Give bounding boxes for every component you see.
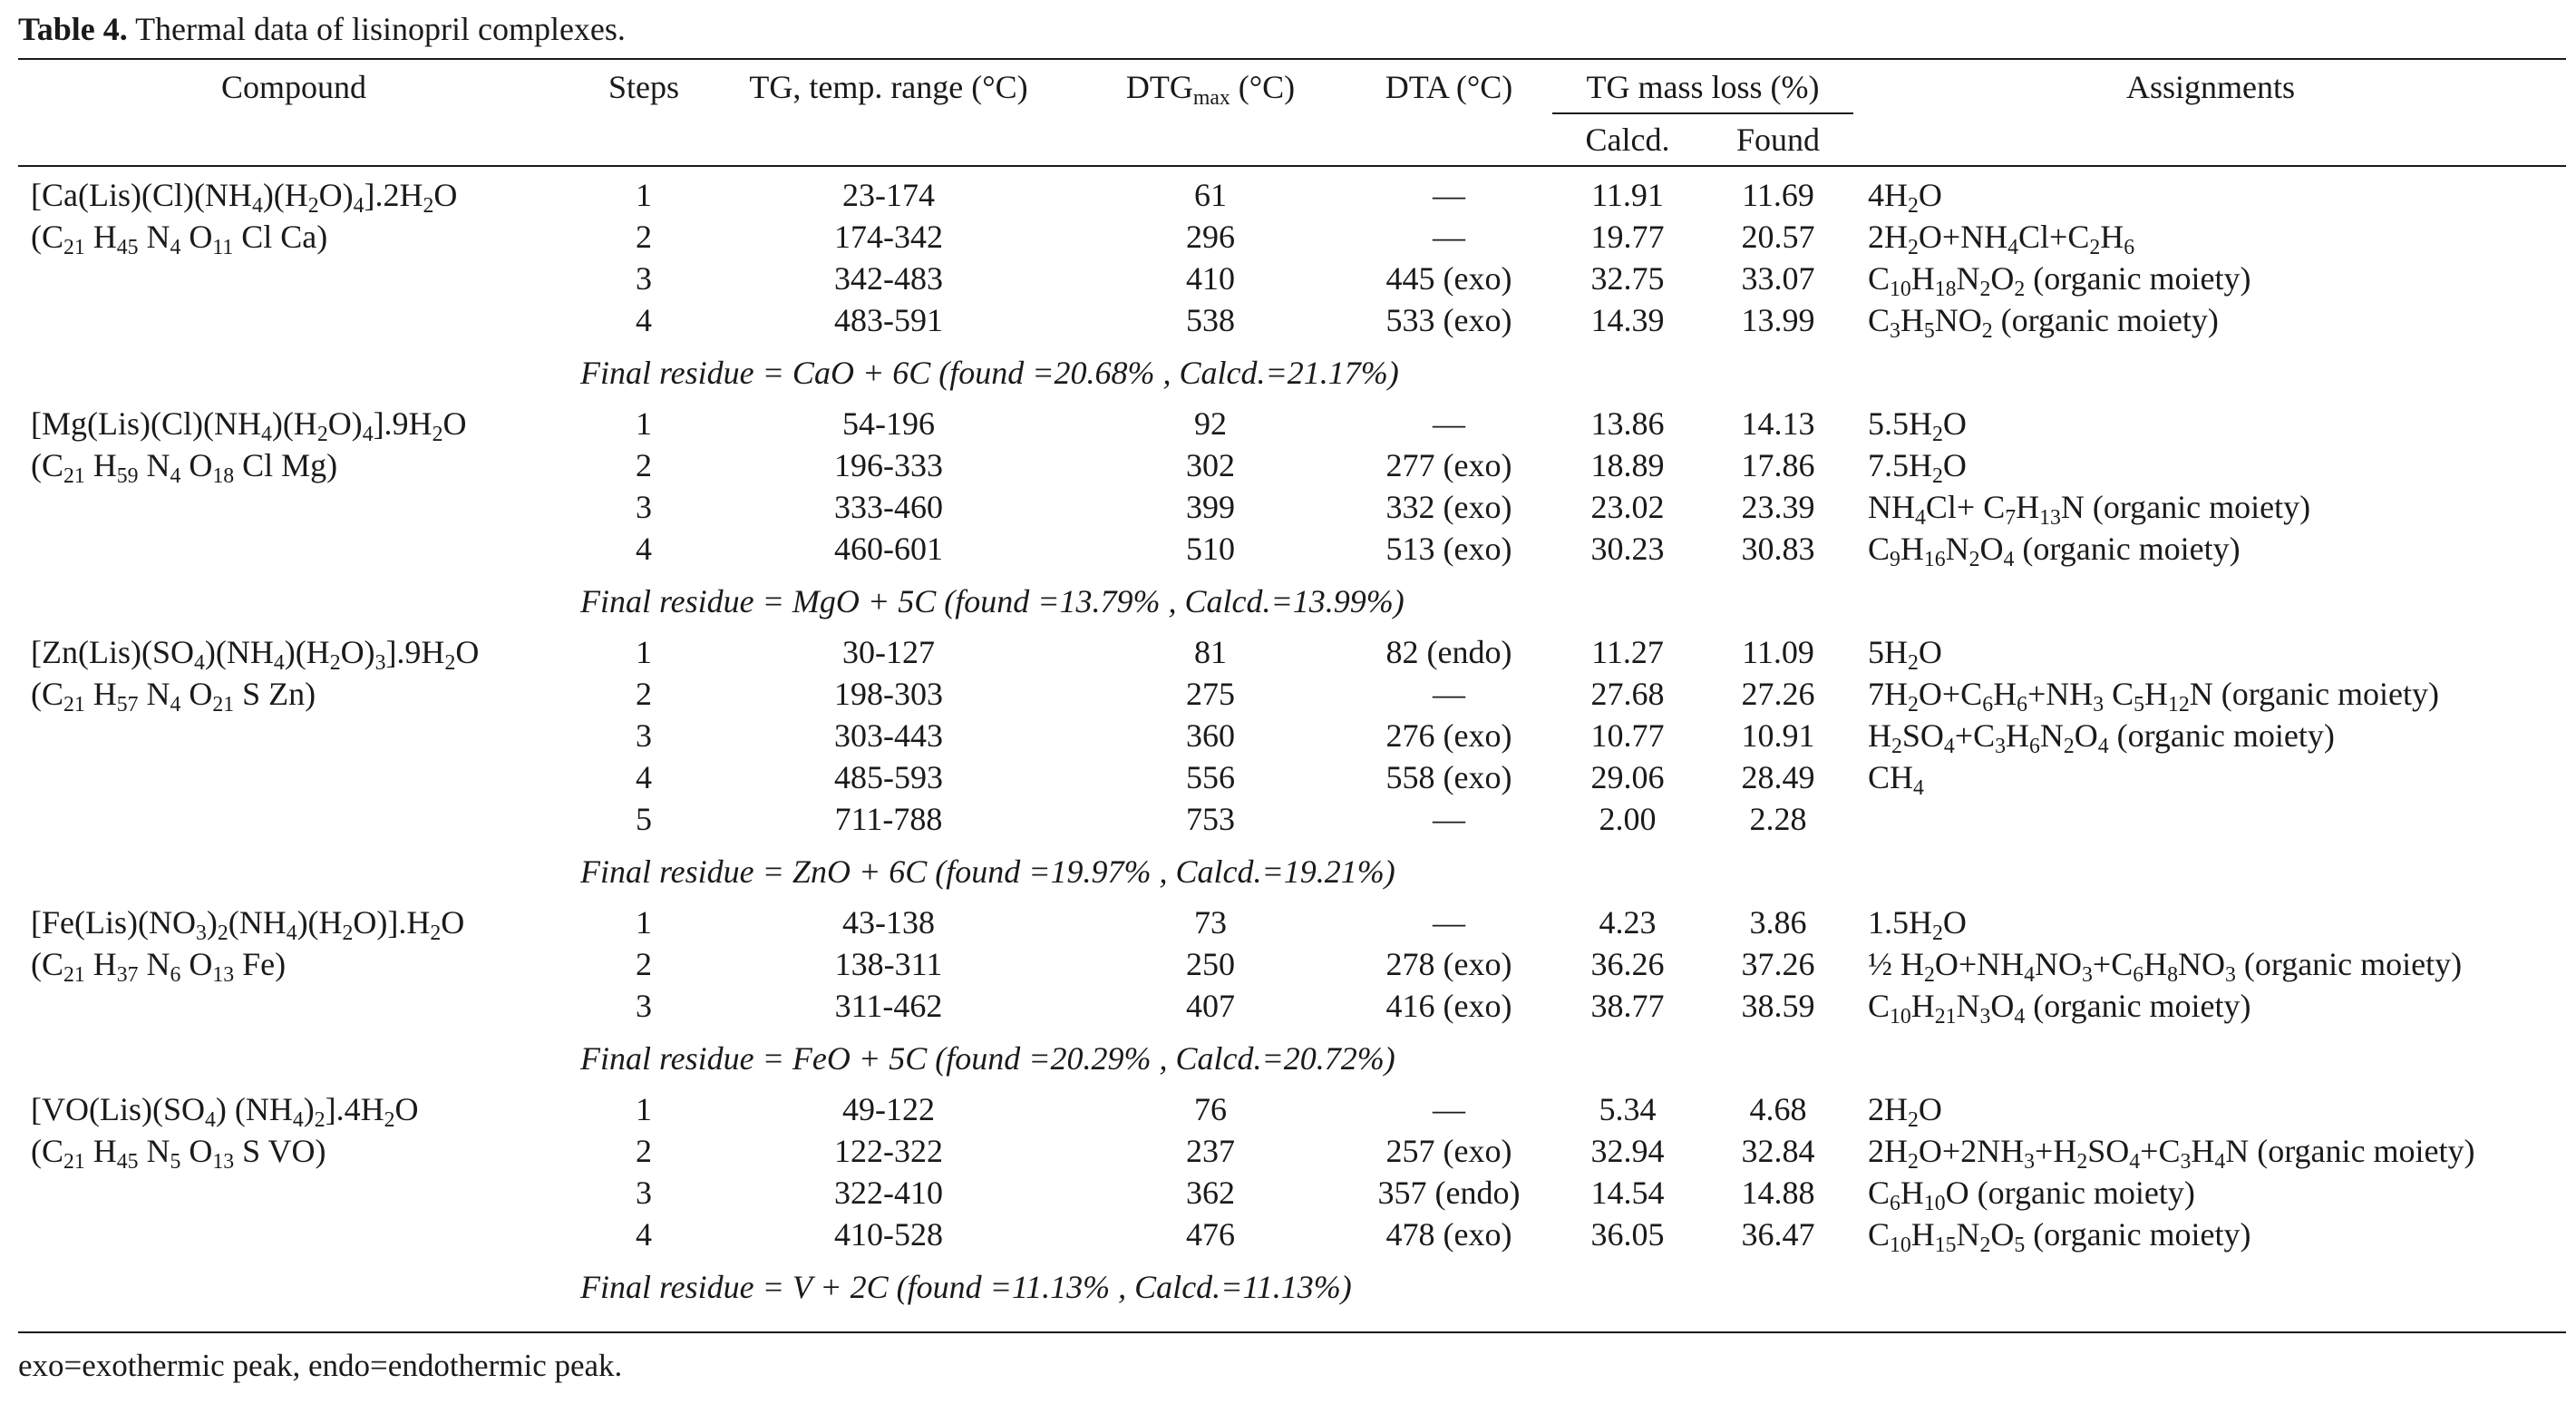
- cell-found: 27.26: [1741, 676, 1815, 712]
- cell-dta: 278 (exo): [1385, 946, 1512, 982]
- cell-found: 14.88: [1741, 1175, 1815, 1211]
- table-row: [0, 902, 2576, 943]
- cell-dta: 257 (exo): [1385, 1133, 1512, 1169]
- top-rule: [18, 58, 2566, 60]
- cell-dtg-max: 275: [1186, 676, 1235, 712]
- cell-found: 13.99: [1741, 302, 1815, 338]
- final-residue: Final residue = MgO + 5C (found =13.79% , Calcd.=13.99%): [580, 583, 1405, 619]
- mass-loss-rule: [1552, 112, 1853, 114]
- cell-assignment: $2H_2O$: [1868, 1091, 1942, 1132]
- cell-found: 20.57: [1741, 219, 1815, 255]
- cell-dtg-max: 81: [1194, 634, 1227, 670]
- cell-dtg-max: 476: [1186, 1216, 1235, 1253]
- cell-step: 4: [636, 759, 652, 795]
- cell-assignment: $C_{10}H_{15}N_2O_5$ (organic moiety): [1868, 1216, 2251, 1257]
- cell-temp-range: 342-483: [834, 260, 943, 297]
- table-row: [0, 798, 2576, 840]
- cell-temp-range: 122-322: [834, 1133, 943, 1169]
- cell-calcd: 18.89: [1590, 447, 1665, 483]
- cell-assignment: $1.5H_2O$: [1868, 904, 1967, 945]
- cell-step: 3: [636, 988, 652, 1024]
- header-found: Found: [1735, 122, 1821, 158]
- table-row: [0, 174, 2576, 216]
- cell-dtg-max: 410: [1186, 260, 1235, 297]
- cell-assignment: $5H_2O$: [1868, 634, 1942, 675]
- cell-temp-range: 198-303: [834, 676, 943, 712]
- table-title: Thermal data of lisinopril complexes.: [127, 11, 626, 47]
- cell-calcd: 13.86: [1590, 405, 1665, 442]
- cell-found: 23.39: [1741, 489, 1815, 525]
- cell-dta: —: [1433, 676, 1465, 712]
- cell-assignment: $H_2SO_4+C_3H_6N_2O_4$ (organic moiety): [1868, 717, 2335, 758]
- cell-dta: 513 (exo): [1385, 531, 1512, 567]
- cell-assignment: $4H_2O$: [1868, 177, 1942, 218]
- table-row: [0, 756, 2576, 798]
- compound-formula: ($C_{21}$ $H_{45}$ $N_4$ $O_{11}$ Cl Ca): [31, 219, 328, 259]
- cell-temp-range: 460-601: [834, 531, 943, 567]
- cell-dta: 533 (exo): [1385, 302, 1512, 338]
- cell-step: 2: [636, 219, 652, 255]
- cell-calcd: 4.23: [1599, 904, 1657, 941]
- cell-found: 11.69: [1742, 177, 1814, 213]
- cell-found: 28.49: [1741, 759, 1815, 795]
- header-calcd: Calcd.: [1585, 122, 1670, 158]
- table-row: [0, 1172, 2576, 1214]
- cell-dta: 445 (exo): [1385, 260, 1512, 297]
- cell-found: 3.86: [1749, 904, 1807, 941]
- header-rule: [18, 165, 2566, 167]
- cell-dta: 276 (exo): [1385, 717, 1512, 754]
- cell-dtg-max: 753: [1186, 801, 1235, 837]
- cell-found: 11.09: [1742, 634, 1814, 670]
- cell-calcd: 14.39: [1590, 302, 1665, 338]
- cell-dtg-max: 76: [1194, 1091, 1227, 1127]
- cell-dtg-max: 92: [1194, 405, 1227, 442]
- cell-found: 37.26: [1741, 946, 1815, 982]
- cell-step: 2: [636, 447, 652, 483]
- cell-dtg-max: 556: [1186, 759, 1235, 795]
- cell-found: 32.84: [1741, 1133, 1815, 1169]
- cell-temp-range: 322-410: [834, 1175, 943, 1211]
- header-steps: Steps: [608, 69, 680, 105]
- cell-temp-range: 49-122: [842, 1091, 935, 1127]
- final-residue: Final residue = V + 2C (found =11.13% , Calcd.=11.13%): [580, 1269, 1352, 1305]
- table-row: [0, 299, 2576, 341]
- cell-temp-range: 333-460: [834, 489, 943, 525]
- compound-formula: ($C_{21}$ $H_{57}$ $N_4$ $O_{21}$ S Zn): [31, 676, 316, 717]
- cell-calcd: 2.00: [1599, 801, 1657, 837]
- header-compound: Compound: [220, 69, 367, 105]
- cell-calcd: 36.26: [1590, 946, 1665, 982]
- cell-calcd: 30.23: [1590, 531, 1665, 567]
- cell-assignment: $5.5H_2O$: [1868, 405, 1967, 446]
- cell-found: 30.83: [1741, 531, 1815, 567]
- cell-dta: —: [1433, 405, 1465, 442]
- cell-calcd: 32.75: [1590, 260, 1665, 297]
- cell-dta: —: [1433, 904, 1465, 941]
- cell-temp-range: 43-138: [842, 904, 935, 941]
- cell-found: 2.28: [1749, 801, 1807, 837]
- cell-assignment: $C_9H_{16}N_2O_4$ (organic moiety): [1868, 531, 2241, 571]
- cell-step: 3: [636, 1175, 652, 1211]
- cell-dtg-max: 407: [1186, 988, 1235, 1024]
- table-row: [0, 1088, 2576, 1130]
- cell-step: 3: [636, 489, 652, 525]
- cell-step: 1: [636, 177, 652, 213]
- table-row: [0, 1214, 2576, 1255]
- table-row: [0, 985, 2576, 1027]
- cell-step: 1: [636, 904, 652, 941]
- cell-calcd: 19.77: [1590, 219, 1665, 255]
- cell-found: 4.68: [1749, 1091, 1807, 1127]
- cell-step: 2: [636, 1133, 652, 1169]
- compound-formula: ($C_{21}$ $H_{59}$ $N_4$ $O_{18}$ Cl Mg): [31, 447, 338, 488]
- cell-found: 36.47: [1741, 1216, 1815, 1253]
- cell-temp-range: 196-333: [834, 447, 943, 483]
- cell-assignment: $7H_2O+C_6H_6+NH_3$ $C_5H_{12}N$ (organic moiety): [1868, 676, 2440, 717]
- cell-found: 10.91: [1741, 717, 1815, 754]
- cell-step: 1: [636, 634, 652, 670]
- cell-assignment: $7.5H_2O$: [1868, 447, 1967, 488]
- compound-name: $[Ca(Lis)(Cl)(NH_4)(H_2O)_4].2H_2O$: [31, 177, 458, 218]
- cell-calcd: 11.91: [1591, 177, 1664, 213]
- cell-assignment: $2H_2O+2NH_3+H_2SO_4+C_3H_4N$ (organic moiety): [1868, 1133, 2475, 1174]
- cell-found: 38.59: [1741, 988, 1815, 1024]
- table-row: [0, 216, 2576, 258]
- table-label: Table 4.: [18, 11, 128, 47]
- cell-calcd: 11.27: [1591, 634, 1664, 670]
- cell-calcd: 23.02: [1590, 489, 1665, 525]
- cell-assignment: $C_6H_{10}O$ (organic moiety): [1868, 1175, 2195, 1215]
- table-row: [0, 486, 2576, 528]
- cell-temp-range: 711-788: [834, 801, 943, 837]
- table-row: [0, 943, 2576, 985]
- cell-temp-range: 30-127: [842, 634, 935, 670]
- cell-step: 1: [636, 1091, 652, 1127]
- cell-dtg-max: 399: [1186, 489, 1235, 525]
- cell-dtg-max: 250: [1186, 946, 1235, 982]
- table-row: [0, 1130, 2576, 1172]
- cell-assignment: ½ $H_2O+NH_4NO_3+C_6H_8NO_3$ (organic moiety): [1868, 946, 2463, 987]
- cell-calcd: 29.06: [1590, 759, 1665, 795]
- cell-dtg-max: 296: [1186, 219, 1235, 255]
- cell-calcd: 27.68: [1590, 676, 1665, 712]
- final-residue: Final residue = ZnO + 6C (found =19.97% , Calcd.=19.21%): [580, 853, 1395, 890]
- cell-temp-range: 174-342: [834, 219, 943, 255]
- compound-name: [$VO(Lis)(SO_4)$ $(NH_4)_2].4H_2O$: [31, 1091, 419, 1132]
- cell-temp-range: 485-593: [834, 759, 943, 795]
- cell-dta: —: [1433, 177, 1465, 213]
- cell-temp-range: 54-196: [842, 405, 935, 442]
- final-residue: Final residue = CaO + 6C (found =20.68% , Calcd.=21.17%): [580, 355, 1399, 391]
- cell-calcd: 10.77: [1590, 717, 1665, 754]
- header-tg-range: TG, temp. range (°C): [749, 69, 1028, 105]
- cell-dta: 82 (endo): [1385, 634, 1512, 670]
- cell-found: 17.86: [1741, 447, 1815, 483]
- table-row: [0, 403, 2576, 444]
- cell-temp-range: 303-443: [834, 717, 943, 754]
- cell-assignment: $2H_2O+NH_4Cl+C_2H_6$: [1868, 219, 2135, 259]
- cell-assignment: $C_{10}H_{21}N_3O_4$ (organic moiety): [1868, 988, 2251, 1029]
- cell-step: 4: [636, 1216, 652, 1253]
- cell-temp-range: 483-591: [834, 302, 943, 338]
- cell-step: 2: [636, 676, 652, 712]
- cell-step: 3: [636, 717, 652, 754]
- cell-dtg-max: 360: [1186, 717, 1235, 754]
- cell-step: 5: [636, 801, 652, 837]
- cell-found: 33.07: [1741, 260, 1815, 297]
- table-row: [0, 258, 2576, 299]
- header-dtg: $DTG_{max}$ (°C): [1125, 69, 1296, 110]
- cell-calcd: 14.54: [1590, 1175, 1665, 1211]
- table-row: [0, 715, 2576, 756]
- cell-step: 1: [636, 405, 652, 442]
- cell-dta: 416 (exo): [1385, 988, 1512, 1024]
- final-residue: Final residue = FeO + 5C (found =20.29% , Calcd.=20.72%): [580, 1040, 1395, 1077]
- compound-name: $[Zn(Lis)(SO_4)(NH_4)(H_2O)_3].9H_2O$: [31, 634, 480, 675]
- table-footnote: exo=exothermic peak, endo=endothermic peak.: [18, 1348, 623, 1383]
- cell-temp-range: 23-174: [842, 177, 935, 213]
- cell-dta: 357 (endo): [1377, 1175, 1521, 1211]
- table-caption: [18, 7, 626, 51]
- table-row: [0, 631, 2576, 673]
- header-dta: DTA (°C): [1385, 69, 1513, 105]
- cell-dta: 478 (exo): [1385, 1216, 1512, 1253]
- table-row: [0, 673, 2576, 715]
- table-row: [0, 528, 2576, 570]
- cell-dtg-max: 510: [1186, 531, 1235, 567]
- cell-step: 3: [636, 260, 652, 297]
- cell-dta: —: [1433, 219, 1465, 255]
- cell-temp-range: 311-462: [834, 988, 943, 1024]
- cell-dtg-max: 237: [1186, 1133, 1235, 1169]
- header-assignments: Assignments: [2125, 69, 2296, 105]
- cell-dtg-max: 362: [1186, 1175, 1235, 1211]
- cell-temp-range: 410-528: [834, 1216, 943, 1253]
- cell-dta: —: [1433, 1091, 1465, 1127]
- cell-step: 4: [636, 531, 652, 567]
- cell-calcd: 5.34: [1599, 1091, 1657, 1127]
- cell-temp-range: 138-311: [834, 946, 943, 982]
- cell-assignment: $NH_4Cl+ C_7H_{13}N$ (organic moiety): [1868, 489, 2311, 530]
- cell-dtg-max: 302: [1186, 447, 1235, 483]
- compound-formula: ($C_{21}$ $H_{37}$ $N_6$ $O_{13}$ Fe): [31, 946, 287, 987]
- cell-step: 4: [636, 302, 652, 338]
- cell-dta: 332 (exo): [1385, 489, 1512, 525]
- bottom-rule: [18, 1331, 2566, 1333]
- compound-formula: ($C_{21}$ $H_{45}$ $N_5$ $O_{13}$ S VO): [31, 1133, 326, 1174]
- cell-assignment: $CH_4$: [1868, 759, 1924, 800]
- compound-name: $[Fe(Lis)(NO_3)_2(NH_4)(H_2O)].H_2O$: [31, 904, 465, 945]
- cell-dta: —: [1433, 801, 1465, 837]
- cell-calcd: 36.05: [1590, 1216, 1665, 1253]
- cell-dta: 558 (exo): [1385, 759, 1512, 795]
- compound-name: $[Mg(Lis)(Cl)(NH_4)(H_2O)_4].9H_2O$: [31, 405, 467, 446]
- cell-assignment: $C_{10}H_{18}N_2O_2$ (organic moiety): [1868, 260, 2251, 301]
- cell-calcd: 32.94: [1590, 1133, 1665, 1169]
- cell-calcd: 38.77: [1590, 988, 1665, 1024]
- cell-dtg-max: 61: [1194, 177, 1227, 213]
- cell-dtg-max: 73: [1194, 904, 1227, 941]
- cell-found: 14.13: [1741, 405, 1815, 442]
- cell-dtg-max: 538: [1186, 302, 1235, 338]
- cell-assignment: $C_3H_5NO_2$ (organic moiety): [1868, 302, 2219, 343]
- cell-dta: 277 (exo): [1385, 447, 1512, 483]
- table-row: [0, 444, 2576, 486]
- cell-step: 2: [636, 946, 652, 982]
- header-mass-loss: TG mass loss (%): [1586, 69, 1820, 105]
